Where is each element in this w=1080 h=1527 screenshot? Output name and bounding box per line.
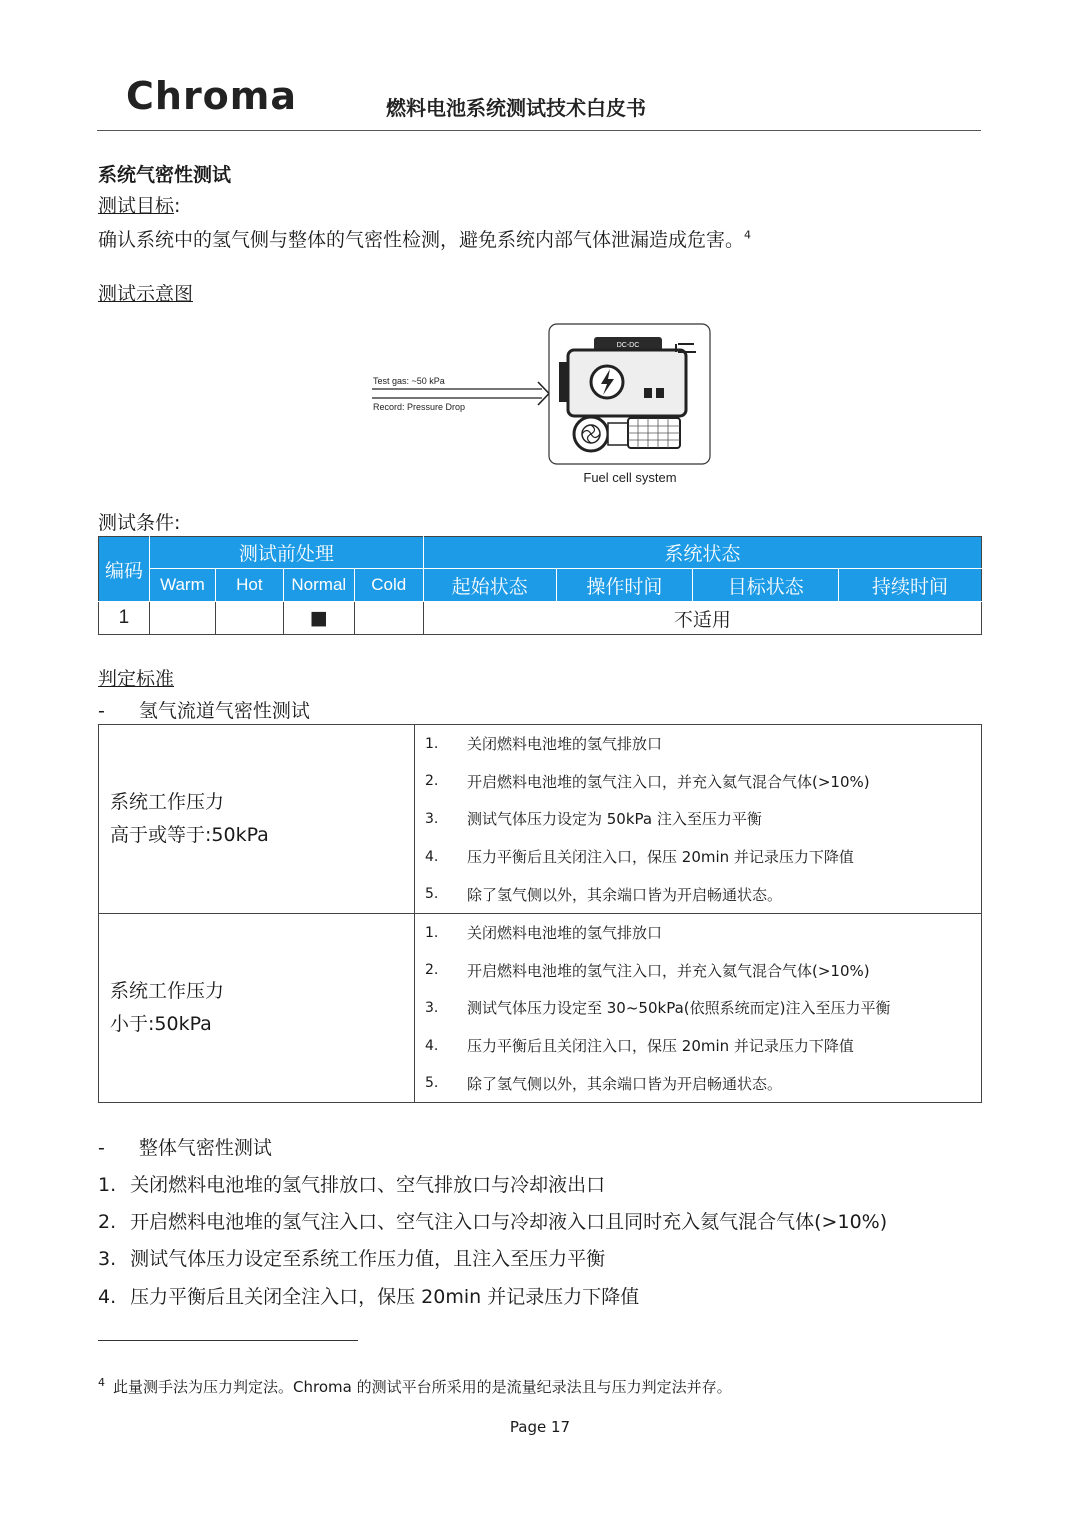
objective-sentence: 确认系统中的氢气侧与整体的气密性检测，避免系统内部气体泄漏造成危害。 [98, 229, 745, 251]
label-line2: 高于或等于:50kPa [110, 823, 269, 846]
conditions-table [98, 536, 982, 635]
side-connector-icon [559, 362, 568, 402]
state-op-time-header: 操作时间 [556, 569, 693, 602]
pressure-low-steps [415, 913, 982, 1102]
footnote-text: 此量测手法为压力判定法。Chroma 的测试平台所采用的是流量纪录法且与压力判定法并存。 [113, 1378, 732, 1396]
diagram-caption: Fuel cell system [583, 470, 677, 485]
list-item: 2. 开启燃料电池堆的氢气注入口，并充入氦气混合气体(>10%) [425, 961, 870, 980]
list-item: 1. 关闭燃料电池堆的氢气排放口 [425, 924, 663, 943]
table-row [99, 602, 982, 635]
objective-heading [98, 191, 180, 218]
pressure-high-label [99, 725, 415, 914]
document-title: 燃料电池系统测试技术白皮书 [386, 96, 646, 120]
indicator-icon [656, 388, 664, 398]
conditions-colon: : [174, 512, 181, 534]
list-item: 3. 测试气体压力设定为 50kPa 注入至压力平衡 [425, 810, 762, 829]
conditions-label: 测试条件 [98, 512, 175, 534]
pre-hot-header: Hot [215, 569, 283, 602]
record-label: Record: Pressure Drop [373, 402, 466, 412]
list-item: 4. 压力平衡后且关闭注入口，保压 20min 并记录压力下降值 [425, 1037, 854, 1056]
chroma-logo: Chroma [126, 74, 298, 118]
objective-label: 测试目标 [98, 195, 175, 217]
list-item: 3. 测试气体压力设定至系统工作压力值，且注入至压力平衡 [98, 1248, 606, 1270]
cell-not-applicable: 不适用 [423, 602, 981, 635]
state-target-header: 目标状态 [693, 569, 839, 602]
conditions-heading [98, 508, 180, 535]
label-line1: 系统工作压力 [110, 979, 225, 1002]
cell-warm [149, 602, 215, 635]
diagram-svg [372, 322, 712, 492]
footnote [98, 1376, 732, 1397]
list-item: 2. 开启燃料电池堆的氢气注入口，并充入氦气混合气体(>10%) [425, 772, 870, 791]
list-item: 1. 关闭燃料电池堆的氢气排放口 [425, 735, 663, 754]
label-line2: 小于:50kPa [110, 1012, 212, 1035]
list-item: 4. 压力平衡后且关闭注入口，保压 20min 并记录压力下降值 [425, 848, 854, 867]
row-id: 1 [99, 602, 150, 635]
footnote-divider [98, 1340, 358, 1341]
sub1-title: 氢气流道气密性测试 [138, 700, 310, 722]
gas-label: Test gas: ~50 kPa [373, 376, 445, 386]
objective-text [98, 225, 751, 252]
cell-normal-mark: ■ [283, 602, 354, 635]
list-item: 3. 测试气体压力设定至 30~50kPa(依照系统而定)注入至压力平衡 [425, 999, 891, 1018]
sub1-heading [98, 696, 310, 723]
bullet-dash: - [98, 700, 105, 722]
objective-colon: : [174, 195, 181, 217]
pressure-low-label [99, 913, 415, 1102]
label-line1: 系统工作压力 [110, 790, 225, 813]
cell-cold [354, 602, 423, 635]
cell-hot [215, 602, 283, 635]
list-item: 1. 关闭燃料电池堆的氢气排放口、空气排放口与冷却液出口 [98, 1174, 606, 1196]
criteria-table [98, 724, 982, 1103]
sub2-heading [98, 1133, 272, 1160]
page-number: Page 17 [509, 1418, 571, 1436]
col-id-header: 编码 [99, 537, 150, 602]
test-diagram [372, 322, 712, 492]
section-title: 系统气密性测试 [98, 164, 232, 186]
system-state-header: 系统状态 [423, 537, 981, 569]
pre-cold-header: Cold [354, 569, 423, 602]
header-divider [97, 130, 981, 131]
criteria-heading: 判定标准 [98, 668, 175, 690]
state-duration-header: 持续时间 [839, 569, 982, 602]
list-item: 5. 除了氢气侧以外，其余端口皆为开启畅通状态。 [425, 885, 783, 904]
pre-warm-header: Warm [149, 569, 215, 602]
sub2-title: 整体气密性测试 [138, 1137, 272, 1159]
indicator-icon [644, 388, 652, 398]
table-row [99, 913, 982, 1102]
pre-treatment-header: 测试前处理 [149, 537, 423, 569]
arrow-head-icon [538, 382, 549, 405]
pre-normal-header: Normal [283, 569, 354, 602]
diagram-heading: 测试示意图 [98, 283, 194, 305]
pressure-high-steps [415, 725, 982, 914]
dcdc-label: DC-DC [616, 342, 640, 349]
list-item: 4. 压力平衡后且关闭全注入口，保压 20min 并记录压力下降值 [98, 1286, 640, 1308]
table-row [99, 725, 982, 914]
connector-icon [608, 423, 628, 445]
footnote-ref[interactable]: 4 [744, 228, 752, 242]
list-item: 2. 开启燃料电池堆的氢气注入口、空气注入口与冷却液入口且同时充入氦气混合气体(>10%) [98, 1211, 888, 1233]
state-start-header: 起始状态 [423, 569, 556, 602]
fuel-cell-stack-icon [568, 350, 686, 416]
list-item: 5. 除了氢气侧以外，其余端口皆为开启畅通状态。 [425, 1074, 783, 1093]
bullet-dash: - [98, 1137, 105, 1159]
footnote-number: 4 [98, 1376, 105, 1389]
